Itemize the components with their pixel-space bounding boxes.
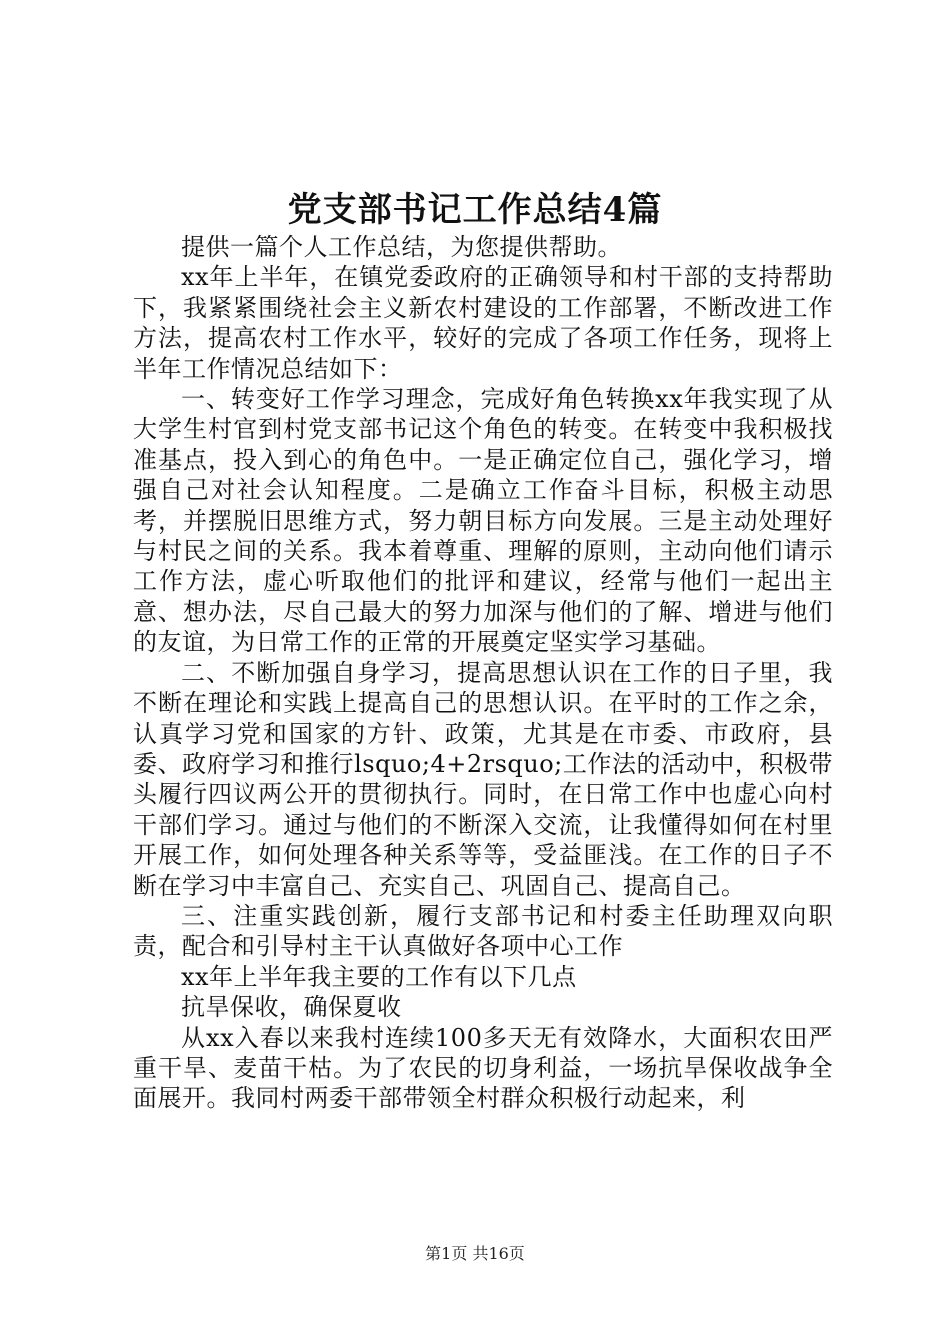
paragraph-work-points: xx年上半年我主要的工作有以下几点 <box>181 962 577 991</box>
paragraph-drought-detail: 从xx入春以来我村连续100多天无有效降水，大面积农田严重干旱、麦苗干枯。为了农民的切身利益，一场抗旱保收战争全面展开。我同村两委干部带领全村群众积极行动起来，利 <box>133 1023 833 1113</box>
paragraph-overview: xx年上半年，在镇党委政府的正确领导和村干部的支持帮助下，我紧紧围绕社会主义新农村建设的工作部署，不断改进工作方法，提高农村工作水平，较好的完成了各项工作任务，现将上半年工作情况总结如下： <box>133 263 833 383</box>
document-title: 党支部书记工作总结4篇 <box>287 190 663 230</box>
paragraph-section-two: 二、不断加强自身学习，提高思想认识在工作的日子里，我不断在理论和实践上提高自己的思想认识。在平时的工作之余，认真学习党和国家的方针、政策，尤其是在市委、市政府，县委、政府学习和推行lsquo;4+2rsquo;工作法的活动中，积极带头履行四议两公开的贯彻执行。同时，在日常工作中也虚心向村干部们学习。通过与他们的不断深入交流，让我懂得如何在村里开展工作，如何处理各种关系等等，受益匪浅。在工作的日子不断在学习中丰富自己、充实自己、巩固自己、提高自己。 <box>133 658 833 900</box>
document-body <box>133 232 833 1114</box>
page-indicator: 第1页 共16页 <box>425 1244 525 1263</box>
paragraph-section-one: 一、转变好工作学习理念，完成好角色转换xx年我实现了从大学生村官到村党支部书记这个角色的转变。在转变中我积极找准基点，投入到心的角色中。一是正确定位自己，强化学习，增强自己对社会认知程度。二是确立工作奋斗目标，积极主动思考，并摆脱旧思维方式，努力朝目标方向发展。三是主动处理好与村民之间的关系。我本着尊重、理解的原则，主动向他们请示工作方法，虚心听取他们的批评和建议，经常与他们一起出主意、想办法，尽自己最大的努力加深与他们的了解、增进与他们的友谊，为日常工作的正常的开展奠定坚实学习基础。 <box>133 385 833 657</box>
paragraph-section-three: 三、注重实践创新，履行支部书记和村委主任助理双向职责，配合和引导村主干认真做好各项中心工作 <box>133 901 833 961</box>
paragraph-drought-heading: 抗旱保收，确保夏收 <box>181 993 402 1022</box>
paragraph-intro: 提供一篇个人工作总结，为您提供帮助。 <box>181 233 622 261</box>
